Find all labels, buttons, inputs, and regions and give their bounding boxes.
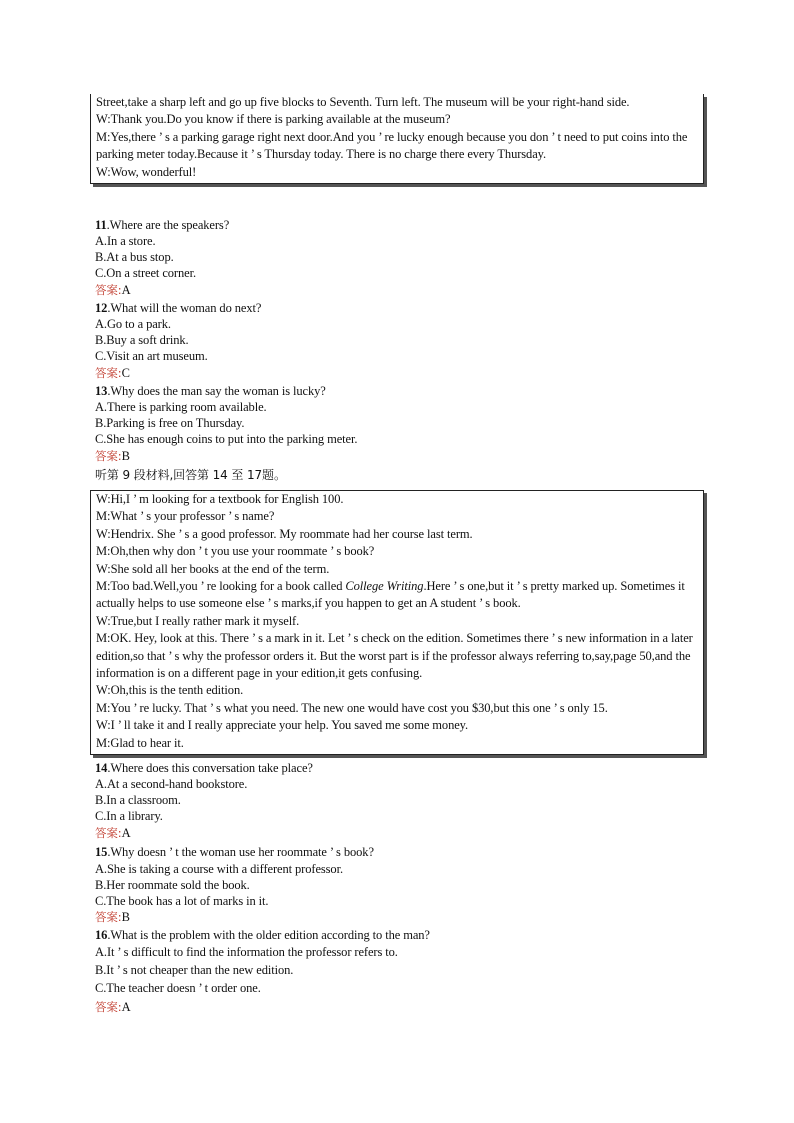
answer-line <box>95 999 131 1015</box>
answer-value: B <box>121 910 130 924</box>
option-a: A.In a store. <box>95 234 156 248</box>
answer-label: 答案: <box>95 910 122 924</box>
question-text: .Why does the man say the woman is lucky? <box>107 384 326 398</box>
answer-line <box>95 448 130 464</box>
option-c: C.Visit an art museum. <box>95 349 208 363</box>
option-b: B.At a bus stop. <box>95 250 174 264</box>
question-11 <box>95 217 229 233</box>
transcript-line: W:Thank you.Do you know if there is parking available at the museum? <box>96 112 451 127</box>
transcript-text: .Here ’ s one,but it ’ s pretty marked up. Sometimes it actually helps to use someone else ’ s marks,if you happen to get an A student ’ s book. <box>96 579 685 611</box>
answer-line <box>95 365 130 381</box>
answer-line <box>95 282 131 298</box>
transcript-box-1 <box>90 94 704 184</box>
question-text: .Why doesn ’ t the woman use her roommate ’ s book? <box>107 845 374 859</box>
answer-label: 答案: <box>95 283 122 297</box>
answer-label: 答案: <box>95 366 122 380</box>
transcript-line: W:Hi,I ’ m looking for a textbook for English 100. <box>96 492 344 506</box>
answer-line <box>95 825 131 841</box>
option-b: B.It ’ s not cheaper than the new edition. <box>95 963 294 977</box>
option-b: B.In a classroom. <box>95 793 181 807</box>
transcript-line: M:You ’ re lucky. That ’ s what you need. The new one would have cost you $30,but this one ’ s only 15. <box>96 700 608 715</box>
option-b: B.Parking is free on Thursday. <box>95 416 245 430</box>
answer-value: C <box>121 366 130 380</box>
option-c: C.On a street corner. <box>95 266 196 280</box>
transcript-line: W:Wow, wonderful! <box>96 164 197 179</box>
transcript-line: W:Oh,this is the tenth edition. <box>96 683 244 698</box>
transcript-line: W:I ’ ll take it and I really appreciate your help. You saved me some money. <box>96 718 469 733</box>
question-12 <box>95 300 261 316</box>
question-number: 12 <box>95 301 108 315</box>
transcript-line: Street,take a sharp left and go up five blocks to Seventh. Turn left. The museum will be your right-hand side. <box>96 95 630 109</box>
question-14 <box>95 760 313 776</box>
question-number: 11 <box>95 218 107 232</box>
option-a: A.It ’ s difficult to find the information the professor refers to. <box>95 945 398 959</box>
transcript-line: M:Oh,then why don ’ t you use your roommate ’ s book? <box>96 544 375 559</box>
answer-label: 答案: <box>95 449 122 463</box>
transcript-line <box>96 578 703 613</box>
answer-label: 答案: <box>95 826 122 840</box>
question-text: .Where does this conversation take place? <box>107 761 313 775</box>
transcript-line: M:OK. Hey, look at this. There ’ s a mark in it. Let ’ s check on the edition. Sometimes there ’ s new information in a later edition,so that ’ s why the professor orders it. But the worst part is if the professor always referring to,say,page 50,and the information is on a different page in your edition,it gets confusing. <box>96 631 693 681</box>
transcript-line: W:She sold all her books at the end of the term. <box>96 561 330 576</box>
answer-value: A <box>121 1000 131 1014</box>
option-a: A.There is parking room available. <box>95 400 267 414</box>
question-text: .What will the woman do next? <box>107 301 262 315</box>
option-c: C.The book has a lot of marks in it. <box>95 894 269 908</box>
question-16 <box>95 927 430 943</box>
answer-value: A <box>121 826 131 840</box>
option-a: A.At a second-hand bookstore. <box>95 777 248 791</box>
question-text: .What is the problem with the older edition according to the man? <box>107 928 430 942</box>
question-13 <box>95 383 326 399</box>
answer-line <box>95 909 130 925</box>
option-c: C.The teacher doesn ’ t order one. <box>95 981 261 995</box>
question-number: 15 <box>95 845 108 859</box>
option-b: B.Her roommate sold the book. <box>95 878 250 892</box>
transcript-line: W:True,but I really rather mark it myself. <box>96 613 300 628</box>
answer-value: A <box>121 283 131 297</box>
question-15 <box>95 844 374 860</box>
transcript-line: M:Glad to hear it. <box>96 735 184 750</box>
book-title: College Writing <box>345 579 424 594</box>
question-number: 14 <box>95 761 108 775</box>
transcript-line: W:Hendrix. She ’ s a good professor. My roommate had her course last term. <box>96 526 473 541</box>
option-a: A.Go to a park. <box>95 317 171 331</box>
option-a: A.She is taking a course with a different professor. <box>95 862 343 876</box>
transcript-line: M:What ’ s your professor ’ s name? <box>96 509 275 524</box>
question-number: 13 <box>95 384 108 398</box>
transcript-text: M:Too bad.Well,you ’ re looking for a book called <box>96 579 346 594</box>
answer-value: B <box>121 449 130 463</box>
question-number: 16 <box>95 928 108 942</box>
option-c: C.She has enough coins to put into the parking meter. <box>95 432 358 446</box>
answer-label: 答案: <box>95 1000 122 1014</box>
transcript-box-2 <box>90 490 704 755</box>
option-c: C.In a library. <box>95 809 163 823</box>
question-text: .Where are the speakers? <box>106 218 230 232</box>
transcript-line: M:Yes,there ’ s a parking garage right next door.And you ’ re lucky enough because you don ’ t need to put coins into the parking meter today.Because it ’ s Thursday today. There is no charge there every Thursday. <box>96 129 688 162</box>
section-instruction: 听第 9 段材料,回答第 14 至 17题。 <box>95 468 286 482</box>
option-b: B.Buy a soft drink. <box>95 333 189 347</box>
